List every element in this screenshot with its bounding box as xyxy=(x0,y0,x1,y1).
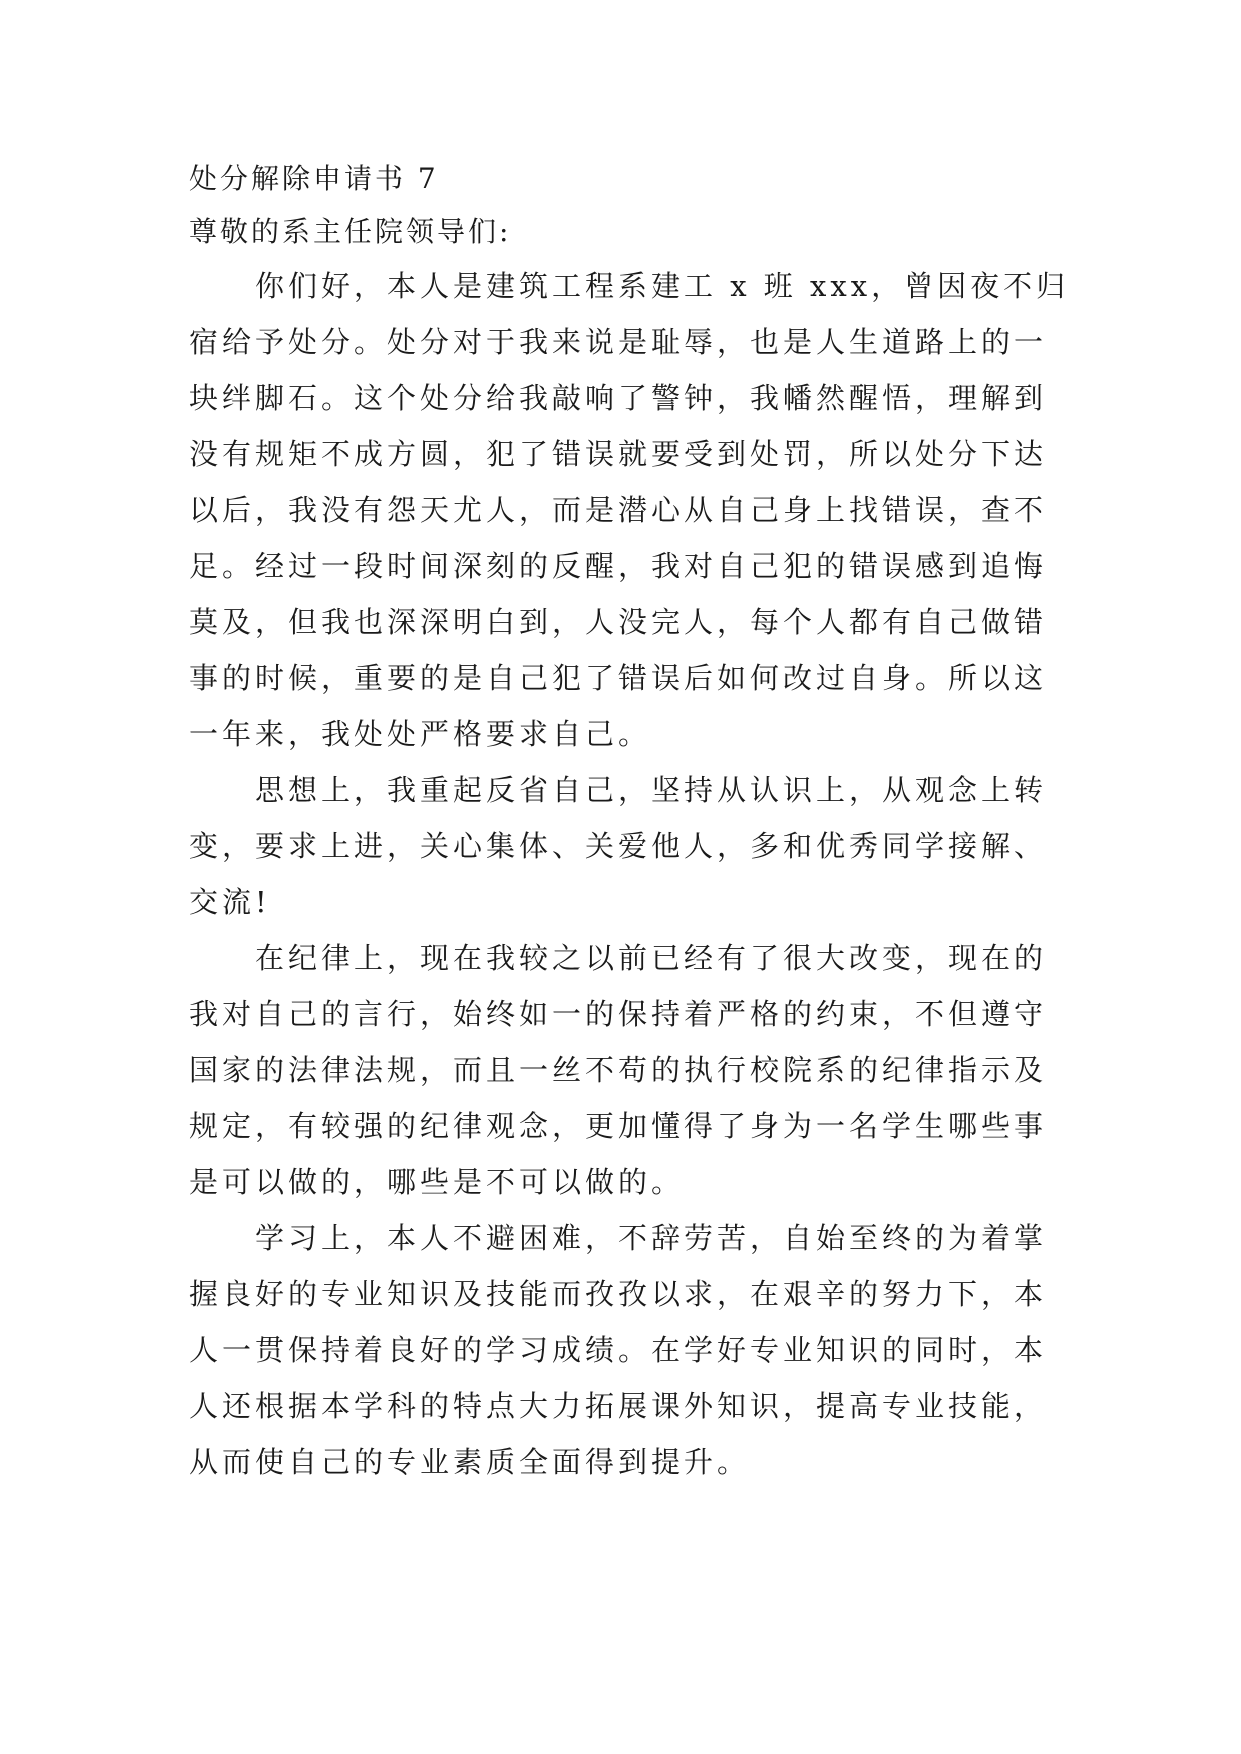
paragraph-line: 宿给予处分。处分对于我来说是耻辱，也是人生道路上的一 xyxy=(189,325,1048,359)
paragraph-line: 握良好的专业知识及技能而孜孜以求，在艰辛的努力下，本 xyxy=(189,1277,1048,1311)
document-title: 处分解除申请书 7 xyxy=(189,162,439,195)
paragraph-line: 你们好，本人是建筑工程系建工 x 班 xxx，曾因夜不归 xyxy=(255,269,1070,303)
paragraph-line: 人还根据本学科的特点大力拓展课外知识，提高专业技能， xyxy=(189,1389,1048,1423)
paragraph-line: 以后，我没有怨天尤人，而是潜心从自己身上找错误，查不 xyxy=(189,493,1048,527)
paragraph-1 xyxy=(189,258,1070,762)
paragraph-line: 一年来，我处处严格要求自己。 xyxy=(189,717,652,751)
document-body xyxy=(189,152,1070,1490)
paragraph-line: 规定，有较强的纪律观念，更加懂得了身为一名学生哪些事 xyxy=(189,1109,1048,1143)
paragraph-2 xyxy=(189,762,1059,930)
paragraph-line: 人一贯保持着良好的学习成绩。在学好专业知识的同时，本 xyxy=(189,1333,1048,1367)
paragraph-line: 学习上，本人不避困难，不辞劳苦，自始至终的为着掌 xyxy=(255,1221,1048,1255)
paragraph-4 xyxy=(189,1210,1059,1490)
paragraph-line: 从而使自己的专业素质全面得到提升。 xyxy=(189,1445,751,1479)
paragraph-line: 没有规矩不成方圆，犯了错误就要受到处罚，所以处分下达 xyxy=(189,437,1048,471)
paragraph-line: 事的时候，重要的是自己犯了错误后如何改过自身。所以这 xyxy=(189,661,1048,695)
paragraph-line: 莫及，但我也深深明白到，人没完人，每个人都有自己做错 xyxy=(189,605,1048,639)
paragraph-line: 国家的法律法规，而且一丝不苟的执行校院系的纪律指示及 xyxy=(189,1053,1048,1087)
paragraph-line: 块绊脚石。这个处分给我敲响了警钟，我幡然醒悟，理解到 xyxy=(189,381,1048,415)
greeting: 尊敬的系主任院领导们: xyxy=(189,215,512,248)
paragraph-line: 变，要求上进，关心集体、关爱他人，多和优秀同学接解、 xyxy=(189,829,1048,863)
paragraph-line: 是可以做的，哪些是不可以做的。 xyxy=(189,1165,685,1199)
paragraph-line: 思想上，我重起反省自己，坚持从认识上，从观念上转 xyxy=(255,773,1048,807)
paragraph-3 xyxy=(189,930,1059,1210)
paragraph-line: 交流! xyxy=(189,885,271,919)
paragraph-line: 我对自己的言行，始终如一的保持着严格的约束，不但遵守 xyxy=(189,997,1048,1031)
paragraph-line: 足。经过一段时间深刻的反醒，我对自己犯的错误感到追悔 xyxy=(189,549,1048,583)
paragraph-line: 在纪律上，现在我较之以前已经有了很大改变，现在的 xyxy=(255,941,1048,975)
